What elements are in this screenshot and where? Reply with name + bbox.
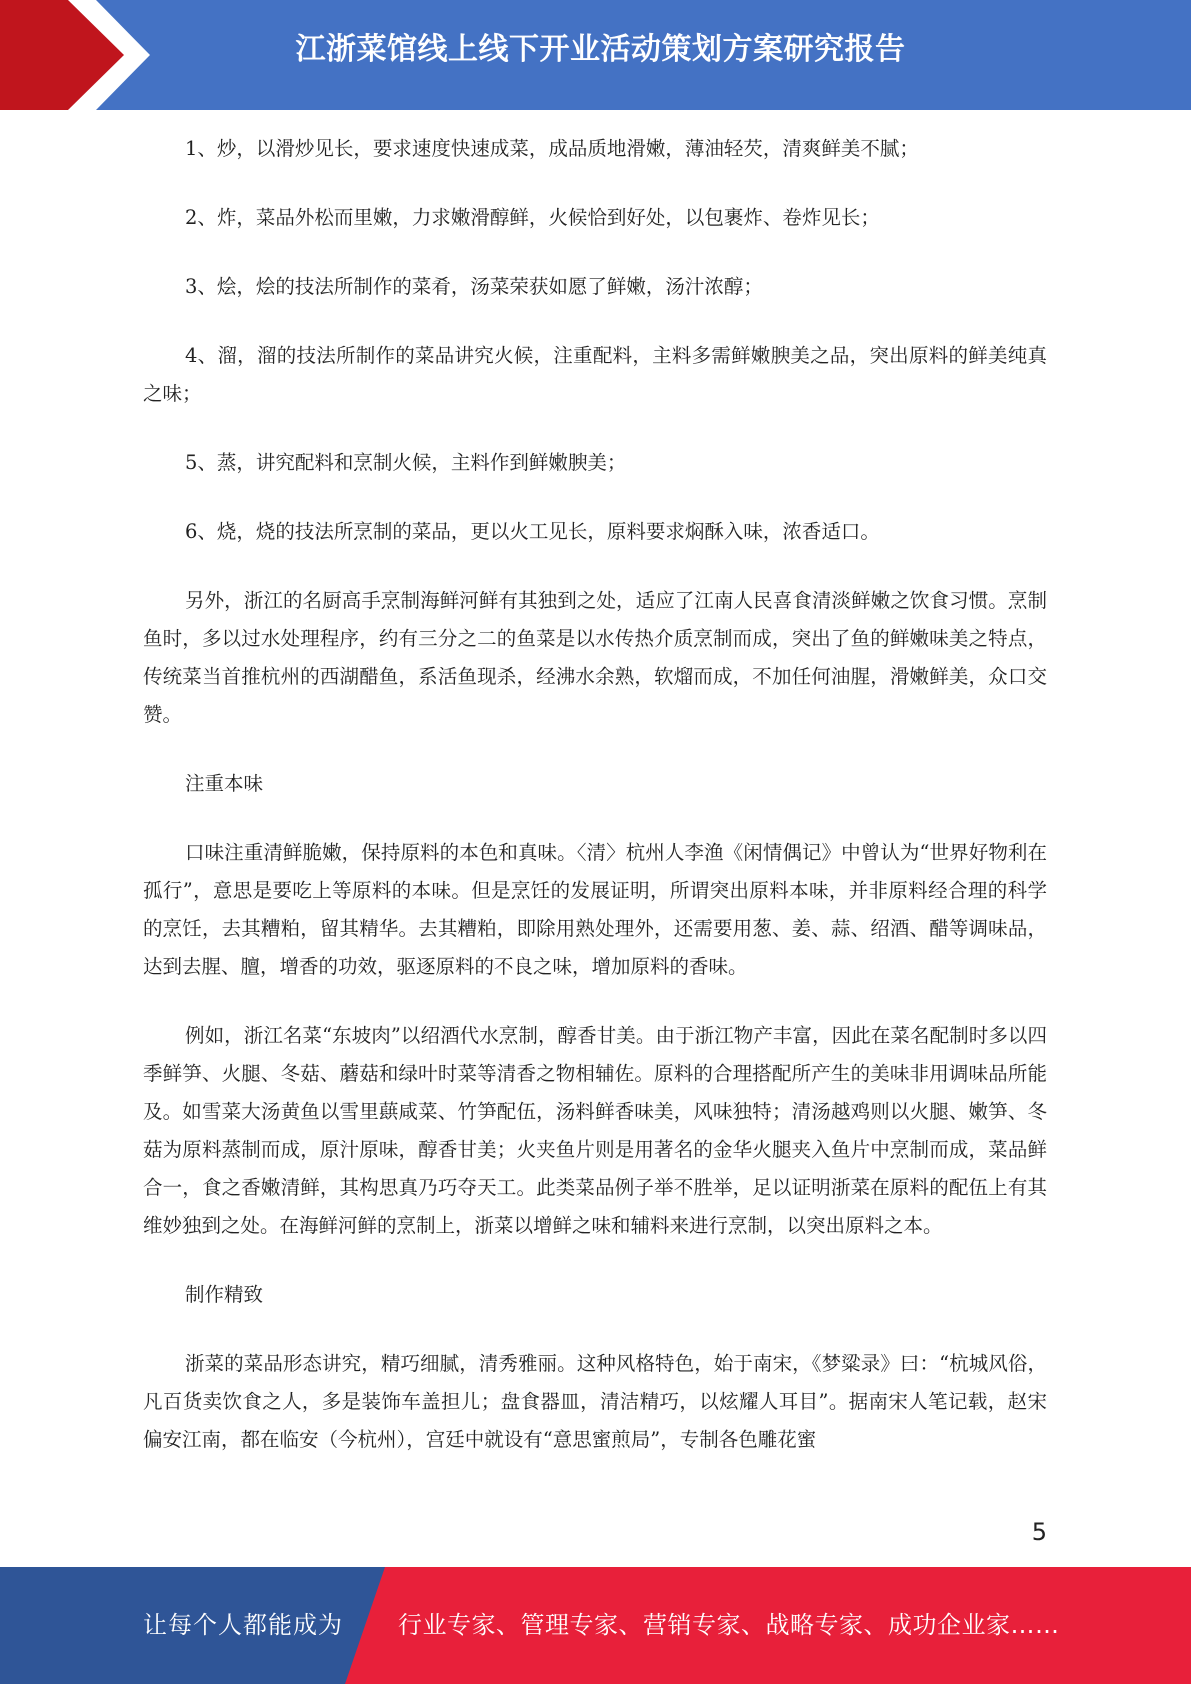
page-footer bbox=[0, 1567, 1191, 1684]
document-body bbox=[143, 130, 1047, 1490]
paragraph: 另外，浙江的名厨高手烹制海鲜河鲜有其独到之处，适应了江南人民喜食清淡鲜嫩之饮食习惯。烹制鱼时，多以过水处理程序，约有三分之二的鱼菜是以水传热介质烹制而成，突出了鱼的鲜嫩味美之特点，传统菜当首推杭州的西湖醋鱼，系活鱼现杀，经沸水余熟，软熘而成，不加任何油腥，滑嫩鲜美，众口交赞。 bbox=[143, 589, 1047, 726]
page-header bbox=[0, 0, 1191, 110]
paragraph: 3、烩，烩的技法所制作的菜肴，汤菜荣获如愿了鲜嫩，汤汁浓醇； bbox=[185, 275, 763, 298]
section-heading: 制作精致 bbox=[185, 1283, 264, 1306]
footer-slogan-right: 行业专家、管理专家、营销专家、战略专家、成功企业家…… bbox=[398, 1611, 1060, 1639]
paragraph: 浙菜的菜品形态讲究，精巧细腻，清秀雅丽。这种风格特色，始于南宋，《梦粱录》曰：“杭城风俗，凡百货卖饮食之人，多是装饰车盖担儿；盘食器皿，清洁精巧，以炫耀人耳目”。据南宋人笔记载，赵宋偏安江南，都在临安（今杭州），宫廷中就设有“意思蜜煎局”，专制各色雕花蜜 bbox=[143, 1352, 1047, 1451]
page-number: 5 bbox=[1031, 1518, 1047, 1546]
header-chevron-icon bbox=[0, 0, 160, 110]
document-title: 江浙菜馆线上线下开业活动策划方案研究报告 bbox=[295, 32, 906, 67]
footer-slogan-left: 让每个人都能成为 bbox=[143, 1611, 343, 1639]
paragraph: 6、烧，烧的技法所烹制的菜品，更以火工见长，原料要求焖酥入味，浓香适口。 bbox=[185, 520, 880, 543]
paragraph: 1、炒，以滑炒见长，要求速度快速成菜，成品质地滑嫩，薄油轻芡，清爽鲜美不腻； bbox=[185, 137, 919, 160]
paragraph: 例如，浙江名菜“东坡肉”以绍酒代水烹制，醇香甘美。由于浙江物产丰富，因此在菜名配制时多以四季鲜笋、火腿、冬菇、蘑菇和绿叶时菜等清香之物相辅佐。原料的合理搭配所产生的美味非用调味品所能及。如雪菜大汤黄鱼以雪里蕻咸菜、竹笋配伍，汤料鲜香味美，风味独特；清汤越鸡则以火腿、嫩笋、冬菇为原料蒸制而成，原汁原味，醇香甘美；火夹鱼片则是用著名的金华火腿夹入鱼片中烹制而成，菜品鲜合一，食之香嫩清鲜，其构思真乃巧夺天工。此类菜品例子举不胜举，足以证明浙菜在原料的配伍上有其维妙独到之处。在海鲜河鲜的烹制上，浙菜以增鲜之味和辅料来进行烹制，以突出原料之本。 bbox=[143, 1024, 1047, 1237]
paragraph: 2、炸，菜品外松而里嫩，力求嫩滑醇鲜，火候恰到好处，以包裹炸、卷炸见长； bbox=[185, 206, 880, 229]
paragraph: 5、蒸，讲究配料和烹制火候，主料作到鲜嫩腴美； bbox=[185, 451, 627, 474]
section-heading: 注重本味 bbox=[185, 772, 264, 795]
paragraph: 4、溜，溜的技法所制作的菜品讲究火候，注重配料，主料多需鲜嫩腴美之品，突出原料的鲜美纯真之味； bbox=[143, 344, 1047, 405]
paragraph: 口味注重清鲜脆嫩，保持原料的本色和真味。〈清〉杭州人李渔《闲情偶记》中曾认为“世界好物利在孤行”，意思是要吃上等原料的本味。但是烹饪的发展证明，所谓突出原料本味，并非原料经合理的科学的烹饪，去其糟粕，留其精华。去其糟粕，即除用熟处理外，还需要用葱、姜、蒜、绍酒、醋等调味品，达到去腥、膻，增香的功效，驱逐原料的不良之味，增加原料的香味。 bbox=[143, 841, 1047, 978]
